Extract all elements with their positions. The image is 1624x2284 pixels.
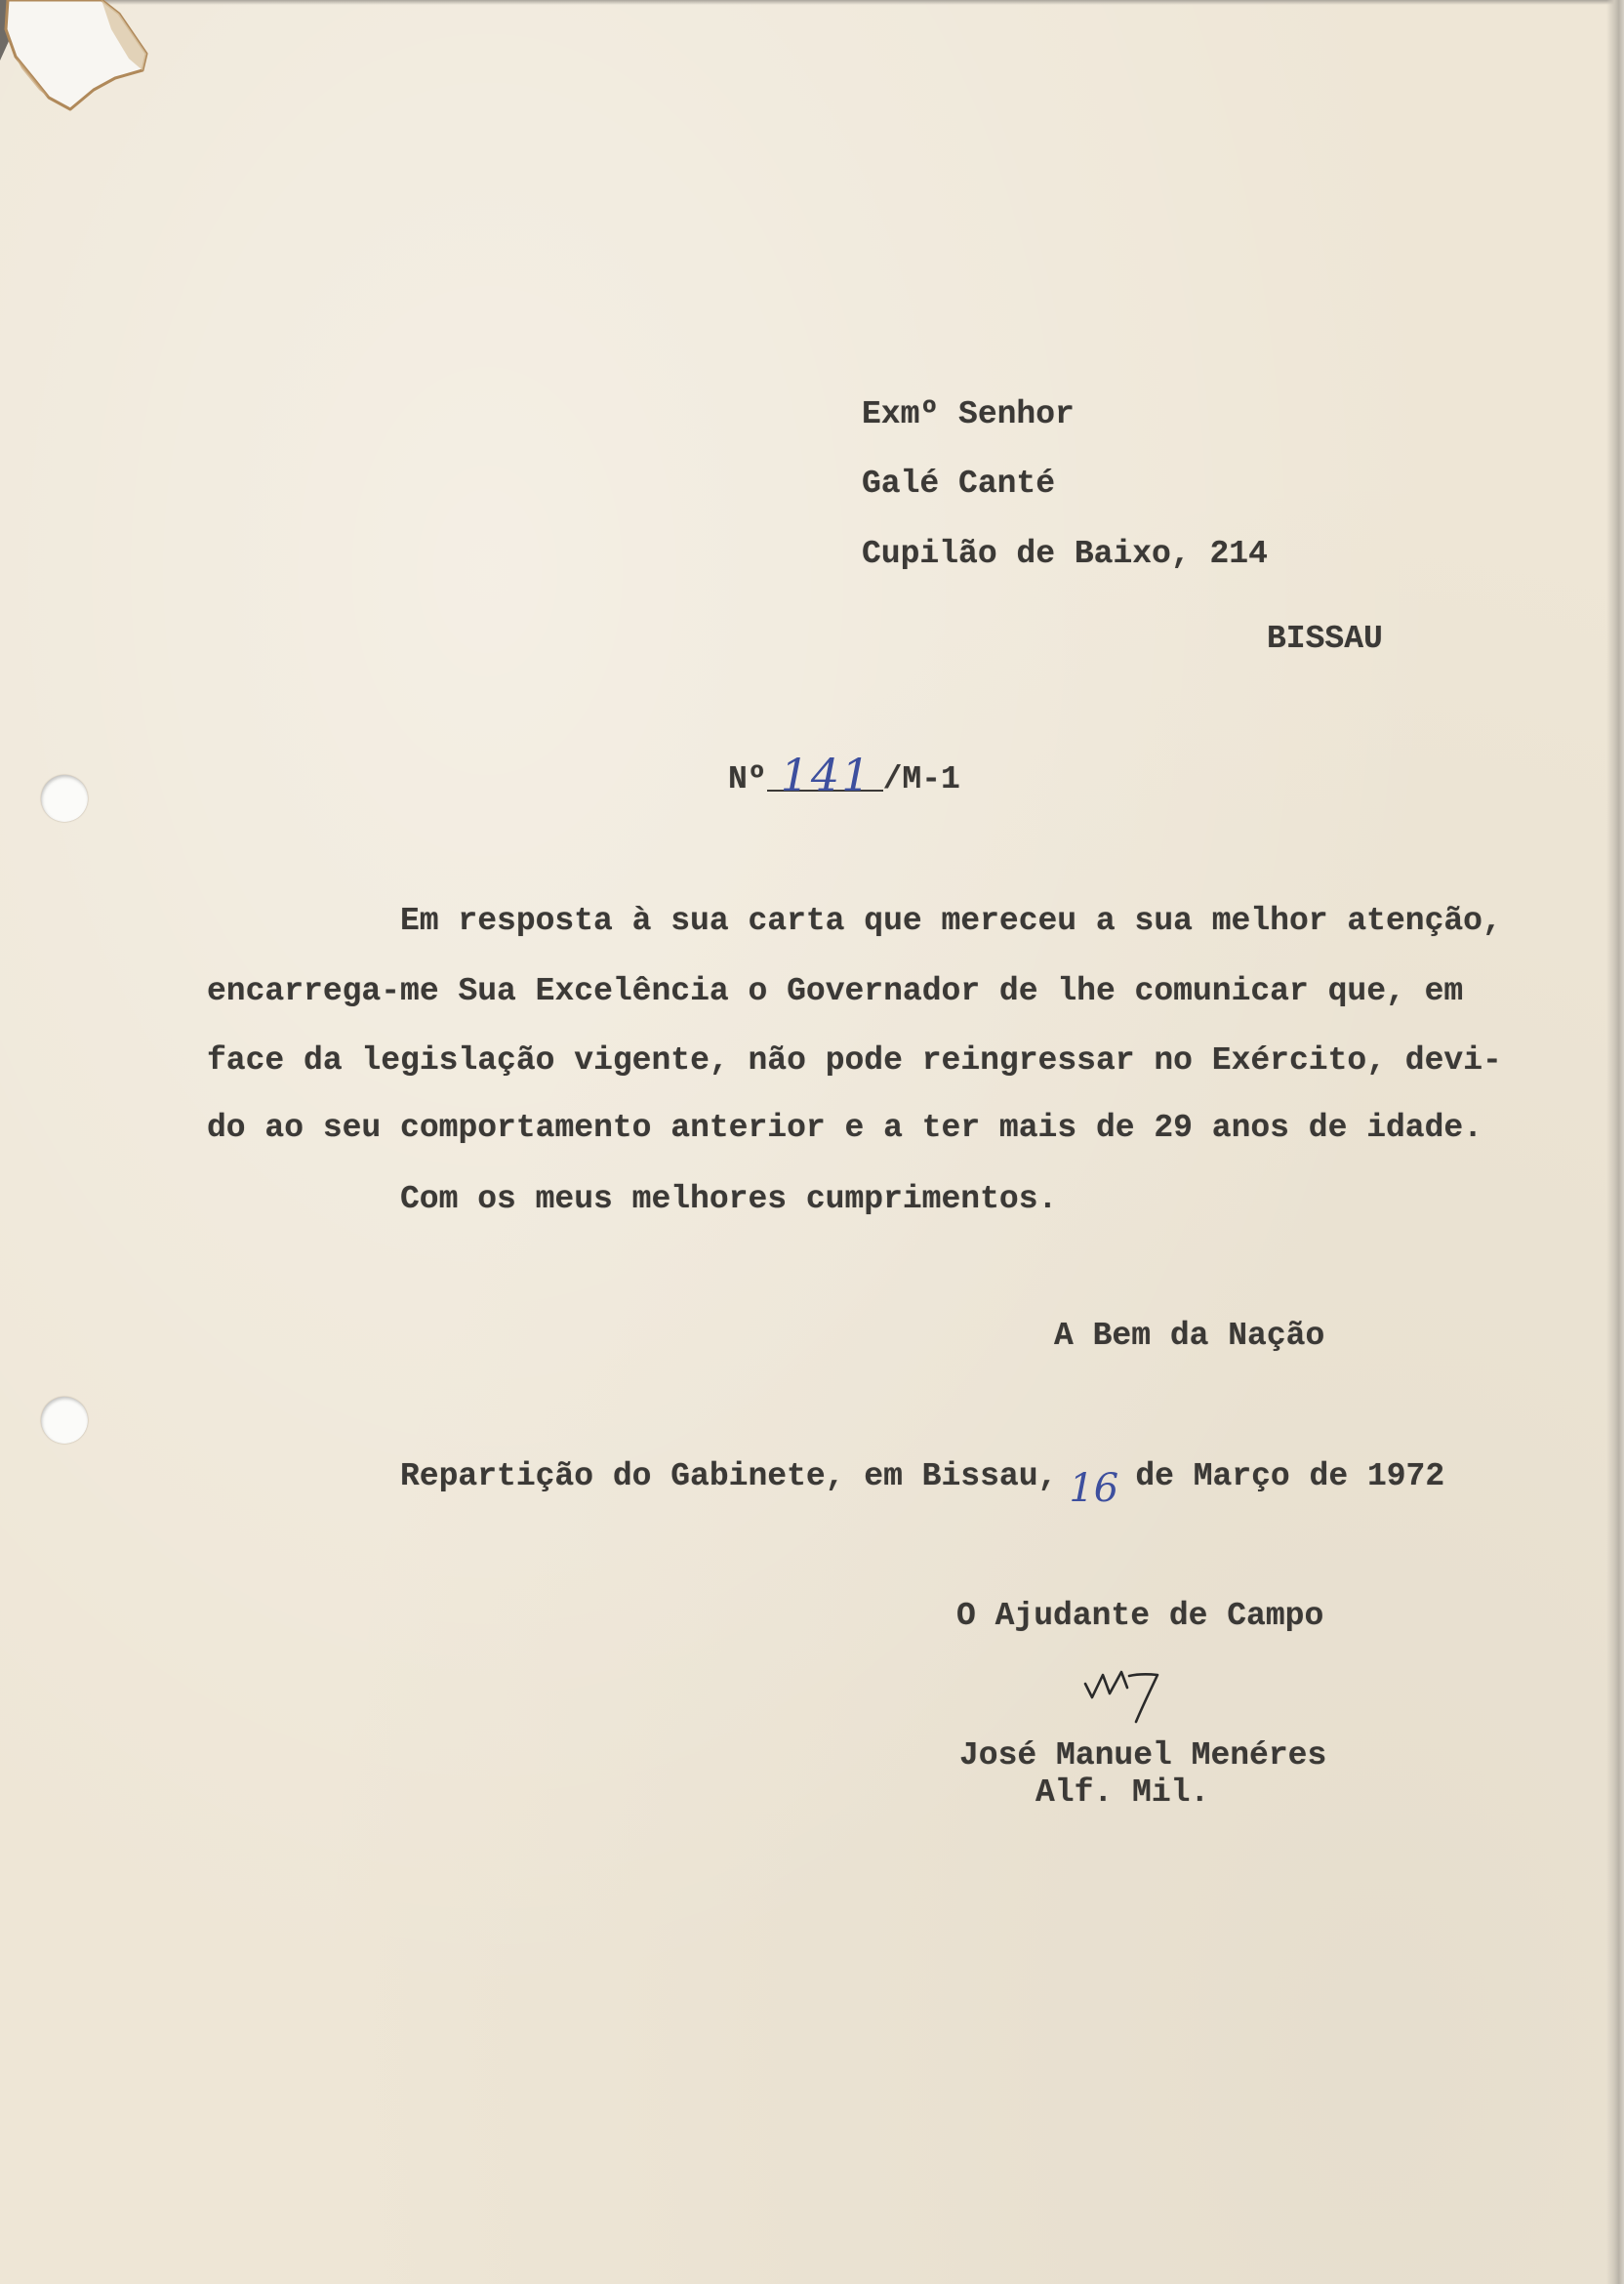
reference-prefix: Nº: [728, 761, 767, 797]
dateline-day-handwritten: 16: [1069, 1466, 1119, 1511]
recipient-salutation: Exmº Senhor: [862, 396, 1075, 432]
punch-hole: [41, 1397, 88, 1444]
closing-line: Com os meus melhores cumprimentos.: [400, 1181, 1058, 1217]
dateline-day-field: [1069, 1466, 1119, 1511]
signatory-role: O Ajudante de Campo: [956, 1598, 1324, 1634]
reference-number-field: [767, 749, 883, 801]
body-line: encarrega-me Sua Excelência o Governador de lhe comunicar que, em: [207, 973, 1464, 1009]
signature-mark: [1074, 1654, 1171, 1733]
recipient-name: Galé Canté: [862, 466, 1056, 502]
paper-right-edge: [1606, 0, 1624, 2284]
body-line: face da legislação vigente, não pode reingressar no Exército, devi-: [207, 1042, 1502, 1079]
recipient-city: BISSAU: [1267, 621, 1383, 657]
reference-suffix: /M-1: [882, 761, 960, 797]
signatory-name: José Manuel Menéres: [959, 1737, 1327, 1774]
body-line: do ao seu comportamento anterior e a ter mais de 29 anos de idade.: [207, 1110, 1483, 1146]
punch-hole: [41, 775, 88, 822]
valediction: A Bem da Nação: [1054, 1318, 1325, 1354]
torn-corner: [0, 0, 156, 117]
dateline-suffix: de Março de 1972: [1135, 1458, 1445, 1494]
reference-line: [728, 749, 960, 801]
reference-number-handwritten: 141: [780, 749, 873, 801]
paper-top-edge: [0, 0, 1624, 5]
recipient-address: Cupilão de Baixo, 214: [862, 536, 1268, 572]
body-line: Em resposta à sua carta que mereceu a sua melhor atenção,: [400, 903, 1502, 939]
dateline: [400, 1458, 1445, 1511]
dateline-prefix: Repartição do Gabinete, em Bissau,: [400, 1458, 1058, 1494]
signatory-rank: Alf. Mil.: [1035, 1774, 1210, 1811]
